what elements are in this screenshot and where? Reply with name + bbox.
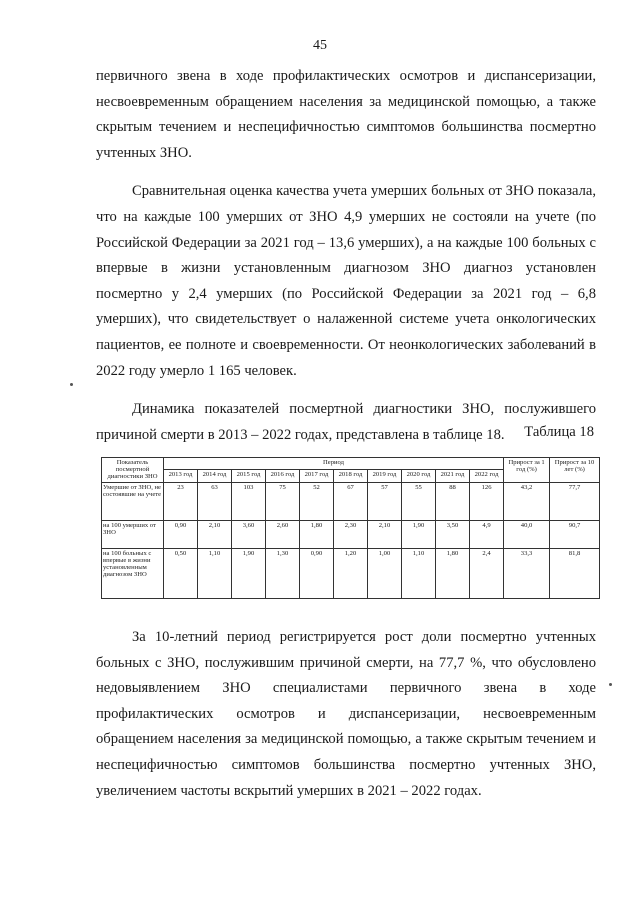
header-year: 2016 год	[266, 470, 300, 482]
table-cell: 1,80	[436, 548, 470, 598]
table-cell: 3,60	[232, 520, 266, 548]
table-cell: 67	[334, 482, 368, 520]
table-caption: Таблица 18	[524, 424, 594, 440]
table-cell: 1,90	[402, 520, 436, 548]
table-header-row	[102, 458, 600, 470]
table-row	[102, 548, 600, 598]
header-year: 2015 год	[232, 470, 266, 482]
table-cell: 3,50	[436, 520, 470, 548]
paragraph-continuation: первичного звена в ходе профилактических осмотров и диспансеризации, несвоевременным обращением населения за медицинской помощью, а также скрытым течением и неспецифичностью симптомов большинства посмертно учтенных ЗНО.	[96, 68, 596, 161]
table-cell: 1,00	[368, 548, 402, 598]
page-number: 45	[313, 38, 327, 53]
table-cell: 77,7	[550, 482, 600, 520]
table-cell: 40,0	[504, 520, 550, 548]
table-cell: 1,20	[334, 548, 368, 598]
table-cell: 81,8	[550, 548, 600, 598]
header-year: 2021 год	[436, 470, 470, 482]
header-year: 2020 год	[402, 470, 436, 482]
table-cell: 2,4	[470, 548, 504, 598]
table-cell: 4,9	[470, 520, 504, 548]
header-period: Период	[164, 458, 504, 470]
table-cell: 1,90	[232, 548, 266, 598]
header-indicator: Показатель посмертной диагностики ЗНО	[102, 458, 164, 483]
table-cell: 2,10	[368, 520, 402, 548]
paragraph-comparative-assessment: Сравнительная оценка качества учета умерших больных от ЗНО показала, что на каждые 100 умерших от ЗНО 4,9 умерших не состояли на учете (по Российской Федерации за 2021 год – 13,6 умерших), а на каждые 100 больных с впервые в жизни установленным диагнозом ЗНО диагноз установлен посмертно у 2,4 умерших (по Российской Федерации за 2021 год – 6,8 умерших), что свидетельствует о налаженной системе учета онкологических пациентов, ее полноте и своевременности. От неонкологических заболеваний в 2022 году умерло 1 165 человек.	[96, 183, 596, 379]
table-cell: 0,50	[164, 548, 198, 598]
table-cell: 126	[470, 482, 504, 520]
header-year: 2018 год	[334, 470, 368, 482]
postmortem-diagnosis-table	[101, 457, 600, 599]
table-cell: 43,2	[504, 482, 550, 520]
table-cell: 88	[436, 482, 470, 520]
header-year: 2013 год	[164, 470, 198, 482]
header-year: 2017 год	[300, 470, 334, 482]
scan-speck	[609, 683, 612, 686]
table-row	[102, 520, 600, 548]
body-text-bottom	[96, 625, 596, 804]
table-cell: 52	[300, 482, 334, 520]
table-cell: 1,10	[402, 548, 436, 598]
table-cell: 90,7	[550, 520, 600, 548]
paragraph-ten-year-growth: За 10-летний период регистрируется рост доли посмертно учтенных больных с ЗНО, послужившим причиной смерти, на 77,7 %, что обусловлено недовыявлением ЗНО специалистами первичного звена в ходе профилактических осмотров и диспансеризации, несвоевременным обращением населения за медицинской помощью, а также скрытым течением и неспецифичностью симптомов большинства посмертно учтенных ЗНО, увеличением частоты вскрытий умерших в 2021 – 2022 годах.	[96, 629, 596, 799]
row-label: на 100 умерших от ЗНО	[102, 520, 164, 548]
header-growth-1-year: Прирост за 1 год (%)	[504, 458, 550, 483]
header-year: 2022 год	[470, 470, 504, 482]
body-text-top	[96, 64, 596, 448]
table-cell: 1,30	[266, 548, 300, 598]
table-cell: 33,3	[504, 548, 550, 598]
table-cell: 2,30	[334, 520, 368, 548]
table-cell: 1,10	[198, 548, 232, 598]
table-cell: 2,10	[198, 520, 232, 548]
header-growth-10-years: Прирост за 10 лет (%)	[550, 458, 600, 483]
table-cell: 0,90	[164, 520, 198, 548]
table-cell: 103	[232, 482, 266, 520]
table-cell: 55	[402, 482, 436, 520]
table-cell: 75	[266, 482, 300, 520]
table-cell: 1,80	[300, 520, 334, 548]
row-label: на 100 больных с впервые в жизни установленным диагнозом ЗНО	[102, 548, 164, 598]
paragraph-dynamics-intro: Динамика показателей посмертной диагностики ЗНО, послужившего причиной смерти в 2013 – 2022 годах, представлена в таблице 18.	[96, 401, 596, 443]
row-label: Умершие от ЗНО, не состоявшие на учете	[102, 482, 164, 520]
table-cell: 63	[198, 482, 232, 520]
header-year: 2014 год	[198, 470, 232, 482]
table-cell: 23	[164, 482, 198, 520]
table-row	[102, 482, 600, 520]
scan-speck	[70, 383, 73, 386]
table-cell: 0,90	[300, 548, 334, 598]
table-cell: 57	[368, 482, 402, 520]
table-cell: 2,60	[266, 520, 300, 548]
header-year: 2019 год	[368, 470, 402, 482]
